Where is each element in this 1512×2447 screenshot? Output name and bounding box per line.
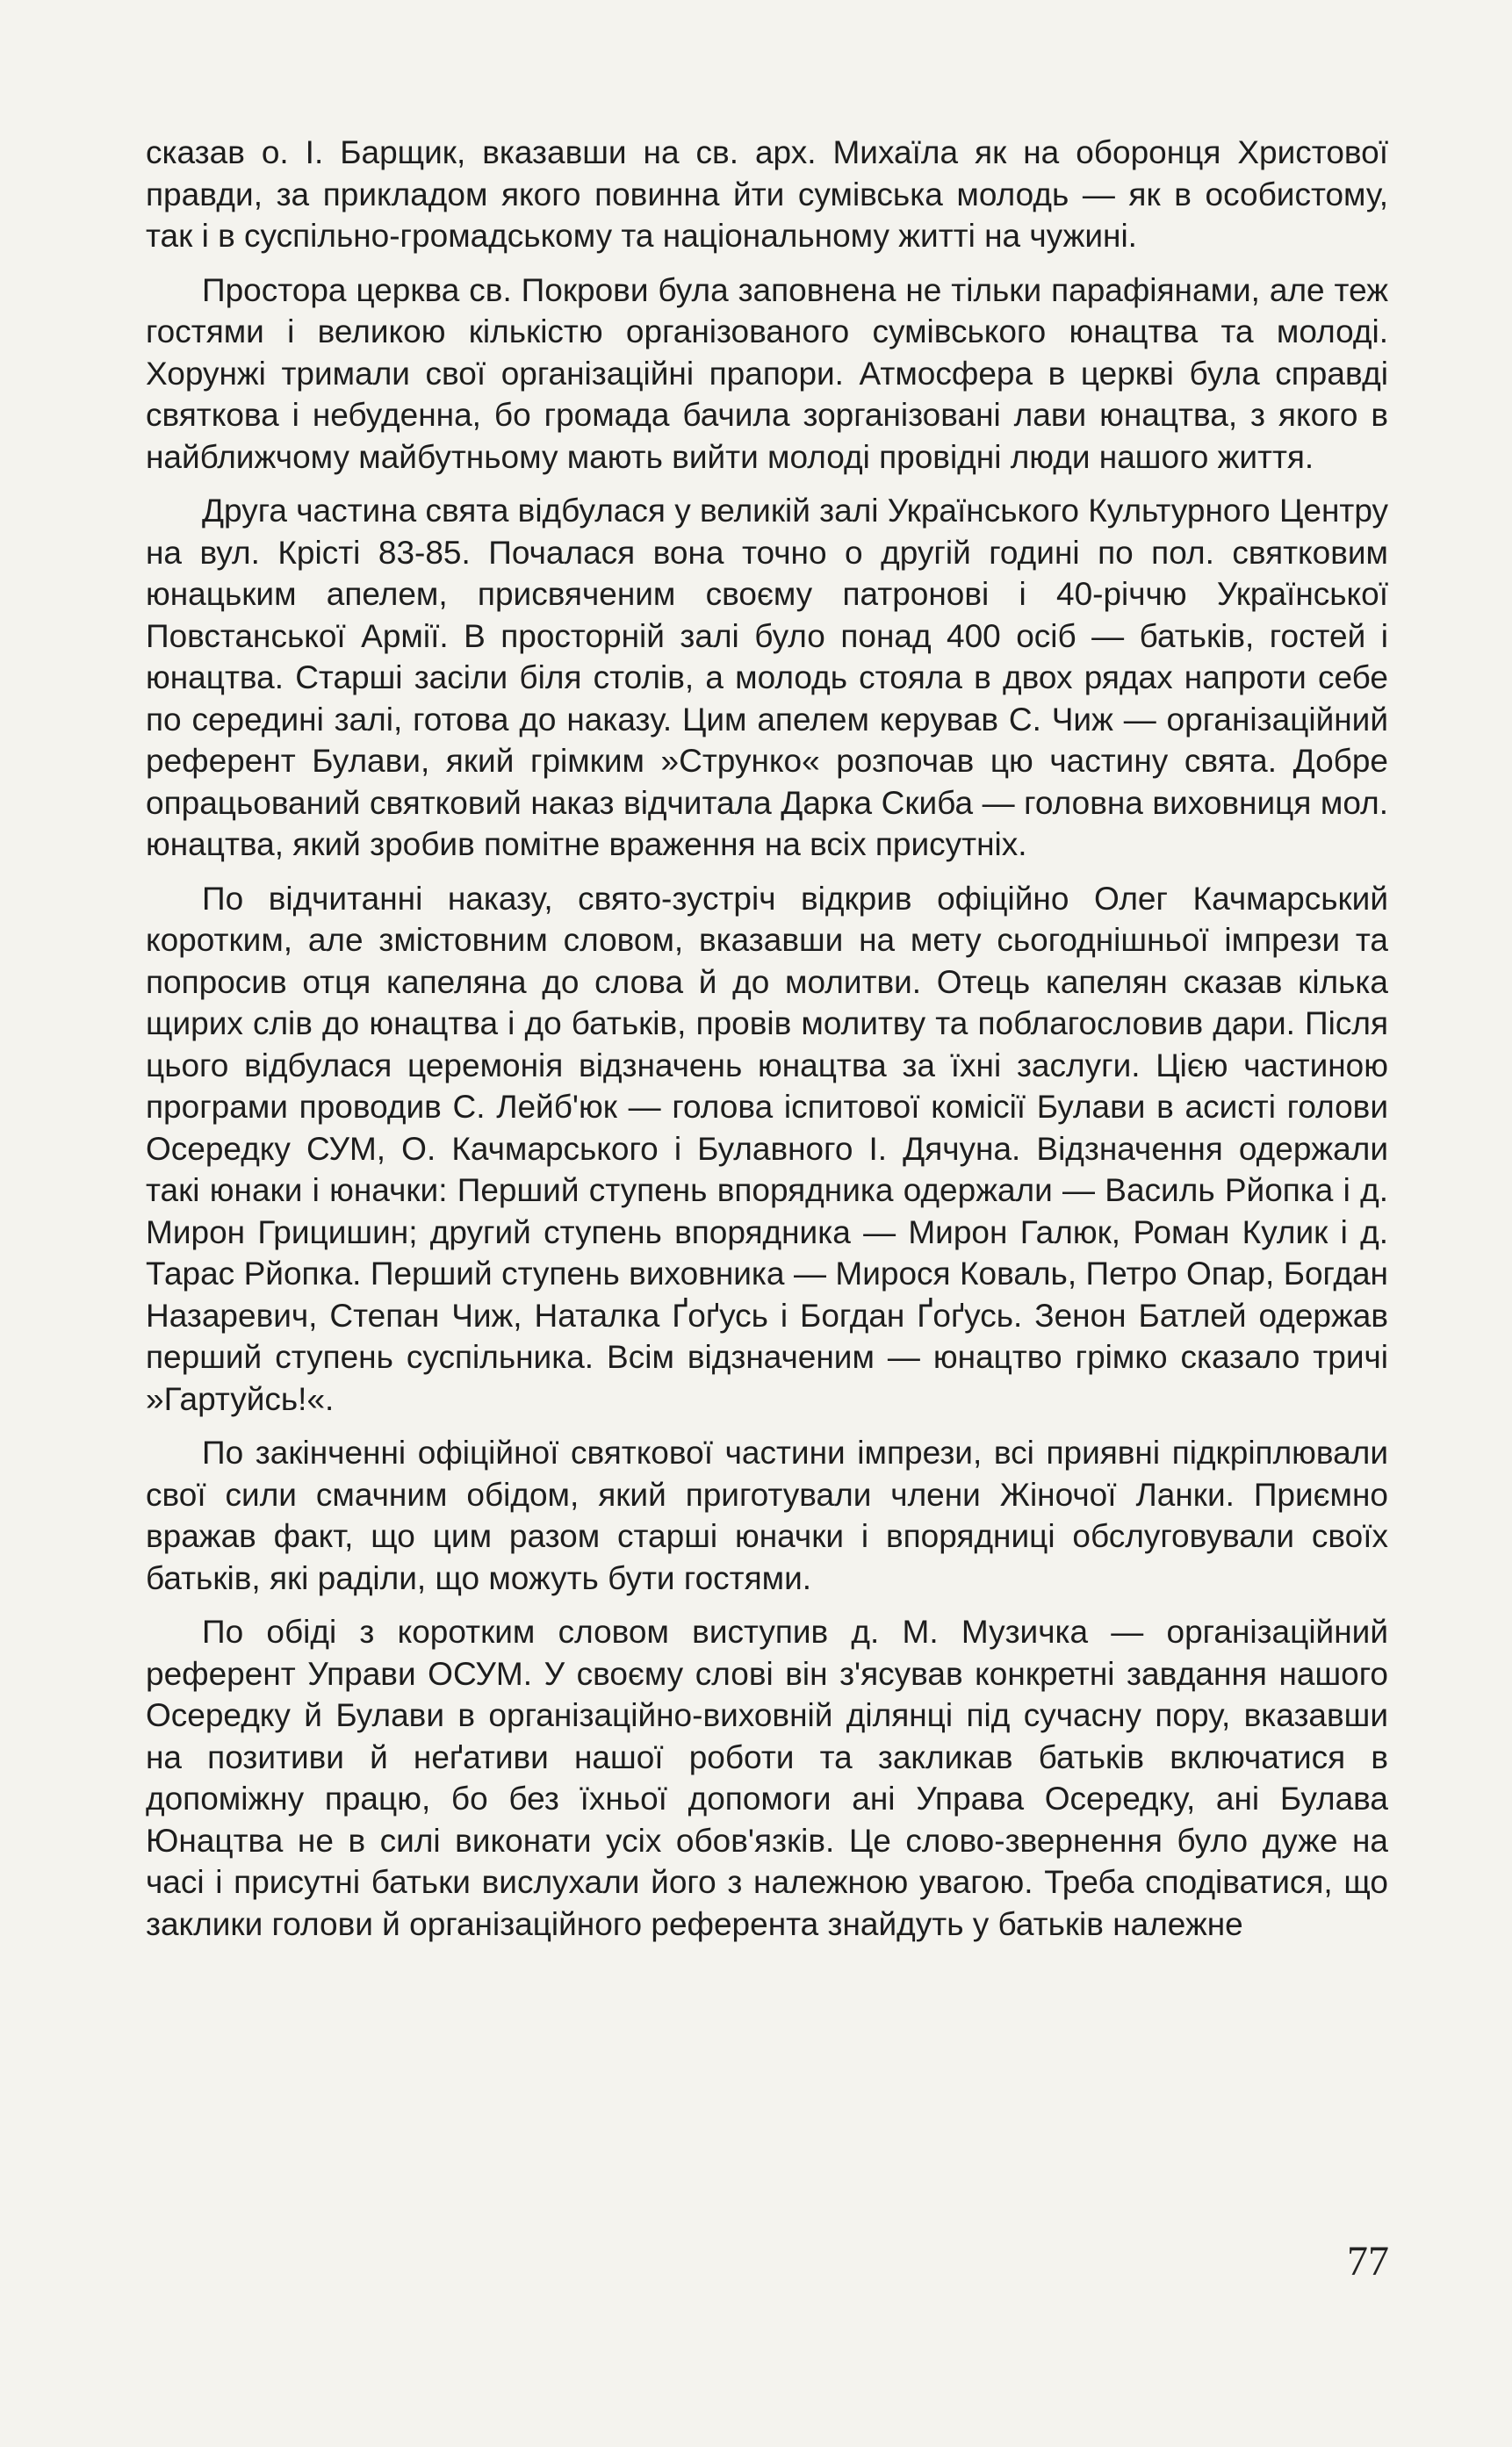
paragraph-church: Простора церква св. Покрови була заповнена не тільки парафіянами, але теж гостями і великою кількістю організованого сумівського юнацтва та молоді. Хорунжі тримали свої організаційні прапори. Атмосфера в церкві була справді святкова і небуденна, бо громада бачила зорганізовані лави юнацтва, з якого в найближчому майбутньому мають вийти молоді провідні люди нашого життя.: [146, 271, 1388, 475]
paragraph-speech: По обіді з коротким словом виступив д. М. Музичка — організаційний референт Управи ОСУМ. У своєму слові він з'ясував конкретні завдання нашого Осередку й Булави в організаційно-виховній ділянці під сучасну пору, вказавши на позитиви й неґативи нашої роботи та закликав батьків включатися в допоміжну працю, бо без їхньої допомоги ані Управа Осередку, ані Булава Юнацтва не в силі виконати усіх обов'язків. Це слово-звернення було дуже на часі і присутні батьки вислухали його з належною увагою. Треба сподіватися, що заклики голови й організаційного референта знайдуть у батьків належне: [146, 1614, 1388, 1942]
page-number: 77: [1347, 2238, 1389, 2285]
paragraph-awards: По відчитанні наказу, свято-зустріч відкрив офіційно Олег Качмарський коротким, але змістовним словом, вказавши на мету сьогоднішньої імпрези та попросив отця капеляна до слова й до молитви. Отець капелян сказав кілька щирих слів до юнацтва і до батьків, провів молитву та поблагословив дари. Після цього відбулася церемонія відзначень юнацтва за їхні заслуги. Цією частиною програми проводив С. Лейб'юк — голова іспитової комісії Булави в асисті голови Осередку СУМ, О. Качмарського і Булавного І. Дячуна. Відзначення одержали такі юнаки і юначки: Перший ступень впорядника одержали — Василь Рйопка і д. Мирон Грицишин; другий ступень впорядника — Мирон Галюк, Роман Кулик і д. Тарас Рйопка. Перший ступень виховника — Мирося Коваль, Петро Опар, Богдан Назаревич, Степан Чиж, Наталка Ґоґусь і Богдан Ґоґусь. Зенон Батлей одержав перший ступень суспільника. Всім відзначеним — юнацтво грімко сказало тричі »Гартуйсь!«.: [146, 880, 1388, 1417]
paragraph-continuation: сказав о. І. Барщик, вказавши на св. арх. Михаїла як на оборонця Христової правди, за прикладом якого повинна йти сумівська молодь — як в особистому, так і в суспільно-громадському та національному житті на чужині.: [146, 134, 1388, 254]
paragraph-dinner: По закінченні офіційної святкової частини імпрези, всі приявні підкріплювали свої сили смачним обідом, який приготували члени Жіночої Ланки. Приємно вражав факт, що цим разом старші юначки і впорядниці обслуговували своїх батьків, які раділи, що можуть бути гостями.: [146, 1435, 1388, 1596]
body-text: [146, 132, 1388, 1957]
paragraph-second-part: Друга частина свята відбулася у великій залі Українського Культурного Центру на вул. Крісті 83-85. Почалася вона точно о другій годині по пол. святковим юнацьким апелем, присвяченим своєму патронові і 40-річчю Української Повстанської Армії. В просторній залі було понад 400 осіб — батьків, гостей і юнацтва. Старші засіли біля столів, а молодь стояла в двох рядах напроти себе по середині залі, готова до наказу. Цим апелем керував С. Чиж — організаційний референт Булави, який грімким »Струнко« розпочав цю частину свята. Добре опрацьований святковий наказ відчитала Дарка Скиба — головна виховниця мол. юнацтва, який зробив помітне враження на всіх присутніх.: [146, 493, 1388, 862]
